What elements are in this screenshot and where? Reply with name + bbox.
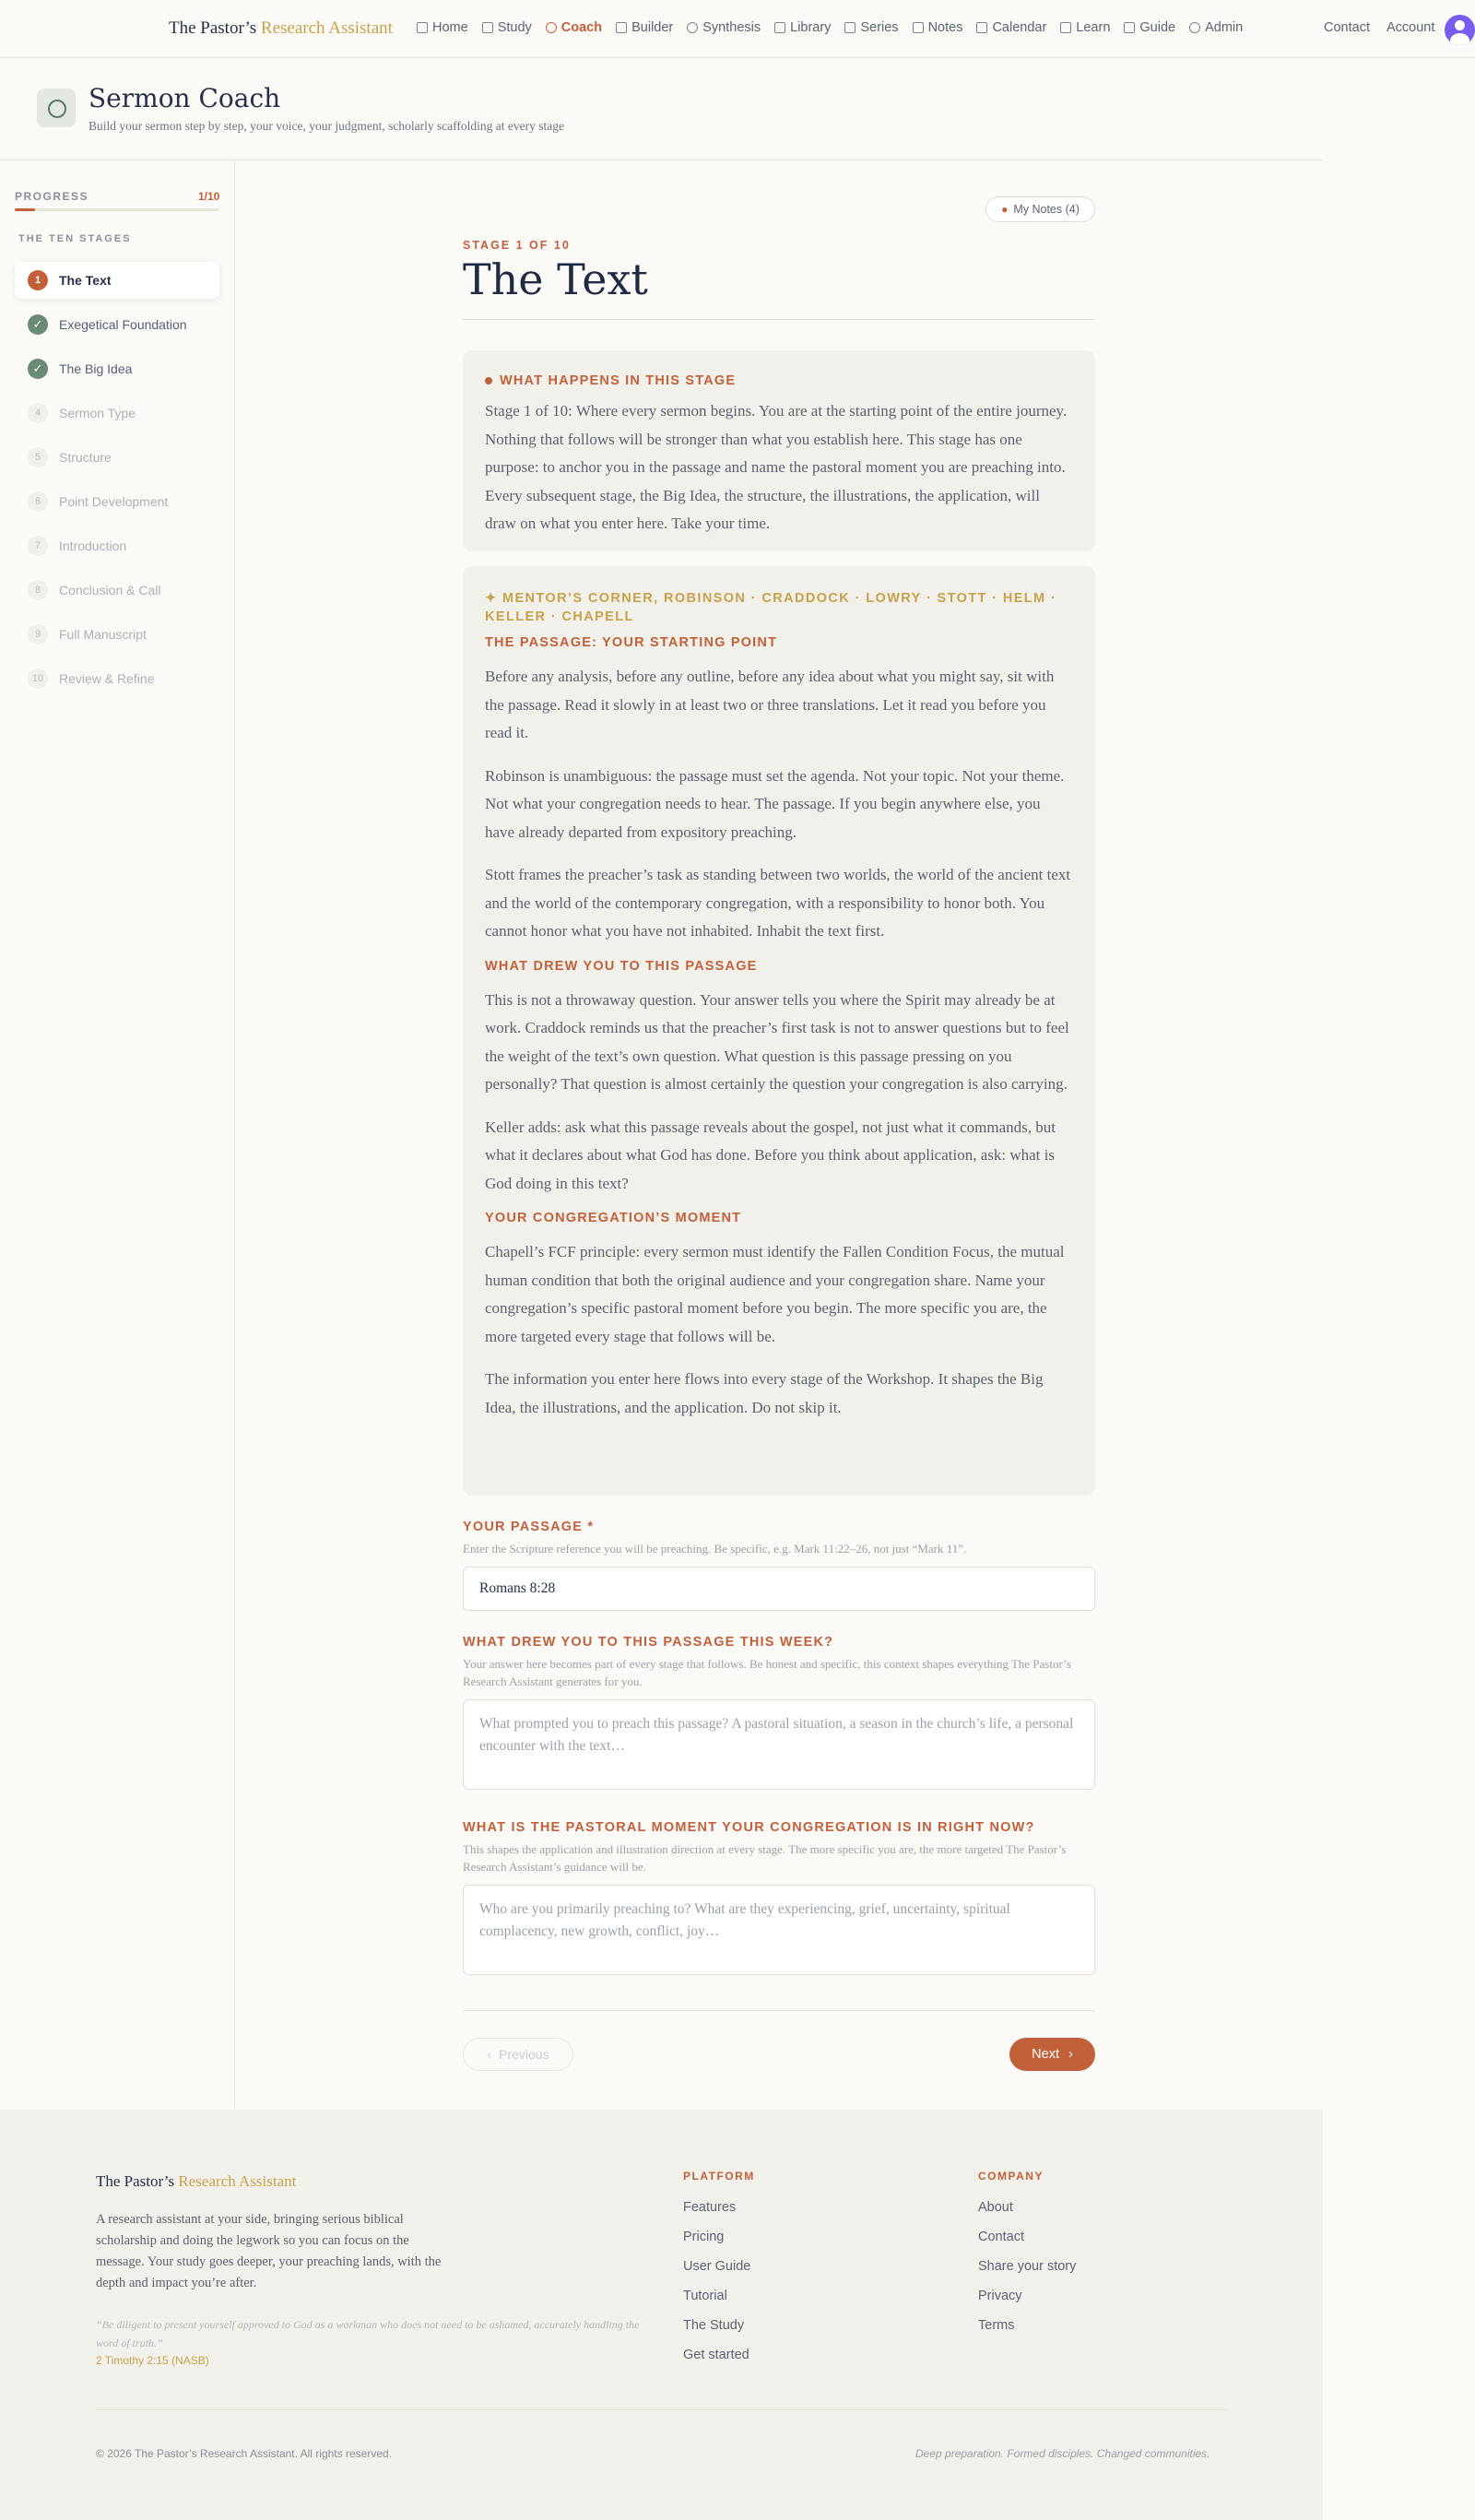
- pin-icon: ●: [1001, 203, 1009, 216]
- library-icon: [774, 22, 785, 33]
- stage-label: Structure: [59, 450, 112, 465]
- nav-calendar[interactable]: Calendar: [976, 20, 1046, 35]
- nav-coach[interactable]: Coach: [546, 20, 602, 35]
- link-icon: [844, 22, 856, 33]
- stage-item-full-manuscript[interactable]: [15, 616, 219, 653]
- nav-notes[interactable]: Notes: [913, 20, 963, 35]
- section-heading: THE PASSAGE: YOUR STARTING POINT: [485, 635, 778, 650]
- nav-library[interactable]: Library: [774, 20, 831, 35]
- footer-description: A research assistant at your side, bringing serious biblical scholarship and doing the legwork so you can focus on the message. Your study goes deeper, your preaching lands, with the depth and impact you’re after.: [96, 2212, 442, 2290]
- card-body: Stage 1 of 10: Where every sermon begins. You are at the starting point of the entire journey. Nothing that follows will be stronger than what you establish here. This stage has one purpose: to anchor you in the passage and name the pastoral moment you are preaching into. Every subsequent stage, the Big Idea, the structure, the illustrations, the application, will draw on what you enter here. Take your time.: [485, 402, 1068, 532]
- mentor-paragraph: This is not a throwaway question. Your answer tells you where the Spirit may already be at work. Craddock reminds us that the preacher’s first task is not to answer questions but to feel the weight of the text’s own question. What question is this passage pressing on you personally? That question is almost certainly the question your congregation is also carrying.: [485, 990, 1069, 1093]
- stage-label: Introduction: [59, 538, 127, 553]
- check-icon: ✓: [28, 314, 48, 335]
- next-button[interactable]: Next ›: [1009, 2038, 1095, 2071]
- my-notes-button[interactable]: ● My Notes (4): [985, 196, 1095, 222]
- stage-label: Exegetical Foundation: [59, 317, 187, 332]
- footer-link-features[interactable]: Features: [683, 2200, 737, 2215]
- drew-help: Your answer here becomes part of every stage that follows. Be honest and specific, this context shapes everything The Pastor’s Research Assistant generates for you.: [463, 1657, 1071, 1688]
- drew-textarea[interactable]: What prompted you to preach this passage? A pastoral situation, a season in the church’s life, a personal encounter with the text…: [463, 1699, 1095, 1790]
- stage-label: The Text: [59, 273, 112, 288]
- stage-kicker: STAGE 1 OF 10: [463, 239, 571, 252]
- stage-label: Review & Refine: [59, 671, 155, 686]
- nav-home[interactable]: Home: [417, 20, 468, 35]
- stages-heading: THE TEN STAGES: [18, 233, 132, 244]
- platform-heading: PLATFORM: [683, 2170, 755, 2183]
- company-heading: COMPANY: [978, 2170, 1044, 2183]
- stage-title: The Text: [463, 254, 648, 304]
- stage-number: 6: [28, 491, 48, 512]
- footer-link-the-study[interactable]: The Study: [683, 2318, 745, 2333]
- bullet-icon: [485, 377, 492, 385]
- footer-link-terms[interactable]: Terms: [978, 2318, 1015, 2333]
- stage-item-introduction[interactable]: [15, 527, 219, 564]
- footer-quote: “Be diligent to present yourself approved to God as a workman who does not need to be ashamed, accurately handling the word of truth.”: [96, 2318, 640, 2349]
- stage-label: Point Development: [59, 494, 169, 509]
- mentor-paragraph: Keller adds: ask what this passage reveals about the gospel, not just what it commands, but what it declares about what God has done. Before you think about application, ask: what is God doing in this text?: [485, 1118, 1056, 1192]
- nav-synthesis[interactable]: Synthesis: [687, 20, 761, 35]
- footer-tagline: Deep preparation. Formed disciples. Changed communities.: [915, 2447, 1210, 2460]
- stage-label: The Big Idea: [59, 361, 133, 376]
- graduation-icon: [1060, 22, 1071, 33]
- stage-item-review-refine[interactable]: [15, 660, 219, 697]
- book-icon: [482, 22, 493, 33]
- stage-number: 7: [28, 536, 48, 556]
- previous-button[interactable]: ‹ Previous: [463, 2038, 573, 2071]
- passage-label: YOUR PASSAGE *: [463, 1520, 595, 1534]
- stage-label: Full Manuscript: [59, 627, 147, 642]
- account-links: [1324, 20, 1434, 35]
- mentor-heading: ✦ MENTOR’S CORNER, ROBINSON · CRADDOCK · LOWRY · STOTT · HELM · KELLER · CHAPELL: [485, 591, 1057, 624]
- stage-item-sermon-type[interactable]: [15, 395, 219, 432]
- check-icon: ✓: [28, 359, 48, 379]
- footer-link-pricing[interactable]: Pricing: [683, 2230, 725, 2244]
- moment-label: WHAT IS THE PASTORAL MOMENT YOUR CONGREGATION IS IN RIGHT NOW?: [463, 1820, 1035, 1835]
- drew-label: WHAT DREW YOU TO THIS PASSAGE THIS WEEK?: [463, 1635, 834, 1650]
- top-navigation: [0, 0, 1475, 58]
- stage-number: 9: [28, 624, 48, 645]
- page-title: Sermon Coach: [88, 83, 281, 113]
- nav-builder[interactable]: Builder: [616, 20, 673, 35]
- nav-admin[interactable]: Admin: [1189, 20, 1243, 35]
- progress-bar: [15, 208, 219, 211]
- stage-number: 1: [28, 270, 48, 290]
- mentor-paragraph: Robinson is unambiguous: the passage must set the agenda. Not your topic. Not your theme. Not what your congregation needs to hear. The passage. If you begin anywhere else, you have already departed from expository preaching.: [485, 766, 1065, 841]
- open-book-icon: [1124, 22, 1135, 33]
- user-avatar-icon[interactable]: [1445, 15, 1475, 45]
- stage-label: Conclusion & Call: [59, 583, 161, 597]
- footer-brand[interactable]: The Pastor’s Research Assistant: [96, 2172, 297, 2190]
- mentors-corner-card: [463, 566, 1095, 1496]
- progress-label: PROGRESS: [15, 190, 89, 203]
- contact-link[interactable]: Contact: [1324, 20, 1370, 35]
- stage-item-big-idea[interactable]: [15, 350, 219, 387]
- progress-fill: [15, 208, 35, 211]
- footer-link-contact[interactable]: Contact: [978, 2230, 1024, 2244]
- card-heading: WHAT HAPPENS IN THIS STAGE: [500, 373, 737, 388]
- mentor-paragraph: Chapell’s FCF principle: every sermon must identify the Fallen Condition Focus, the mutual human condition that both the original audience and your congregation share. Name your congregation’s specific pastoral moment before you begin. The more specific you are, the more targeted every stage that follows will be.: [485, 1243, 1065, 1345]
- passage-input[interactable]: Romans 8:28: [463, 1567, 1095, 1611]
- footer-link-about[interactable]: About: [978, 2200, 1013, 2215]
- stage-item-conclusion[interactable]: [15, 572, 219, 609]
- footer-link-get-started[interactable]: Get started: [683, 2348, 749, 2362]
- nav-guide[interactable]: Guide: [1124, 20, 1175, 35]
- nav-learn[interactable]: Learn: [1060, 20, 1110, 35]
- mentor-paragraph: The information you enter here flows into every stage of the Workshop. It shapes the Big Idea, the illustrations, and the application. Do not skip it.: [485, 1370, 1044, 1416]
- section-heading: YOUR CONGREGATION’S MOMENT: [485, 1211, 742, 1225]
- divider: [96, 2409, 1227, 2410]
- stage-number: 8: [28, 580, 48, 600]
- chevron-right-icon: ›: [1068, 2047, 1073, 2062]
- section-heading: WHAT DREW YOU TO THIS PASSAGE: [485, 958, 758, 974]
- stage-number: 4: [28, 403, 48, 423]
- copyright: © 2026 The Pastor’s Research Assistant. All rights reserved.: [96, 2447, 392, 2460]
- file-icon: [913, 22, 924, 33]
- passage-help: Enter the Scripture reference you will be preaching. Be specific, e.g. Mark 11:22–26, not just “Mark 11”.: [463, 1542, 967, 1556]
- stage-label: Sermon Type: [59, 406, 136, 420]
- chevron-left-icon: ‹: [487, 2047, 492, 2062]
- compass-icon: [546, 22, 557, 33]
- stage-number: 5: [28, 447, 48, 467]
- pencil-icon: [616, 22, 627, 33]
- progress-value: 1/10: [198, 190, 220, 203]
- nav-study[interactable]: Study: [482, 20, 532, 35]
- mentor-paragraph: Before any analysis, before any outline, before any idea about what you might say, sit with the passage. Read it slowly in at least two or three translations. Let it read you before you read it.: [485, 668, 1055, 741]
- page-subtitle: Build your sermon step by step, your voice, your judgment, scholarly scaffolding at every stage: [88, 119, 565, 133]
- brand-logo[interactable]: The Pastor’s Research Assistant: [169, 18, 393, 38]
- divider: [463, 319, 1095, 320]
- calendar-icon: [976, 22, 987, 33]
- stage-number: 10: [28, 668, 48, 689]
- footer-link-privacy[interactable]: Privacy: [978, 2289, 1022, 2303]
- what-happens-card: [463, 350, 1095, 551]
- shield-icon: [1189, 22, 1200, 33]
- mentor-paragraph: Stott frames the preacher’s task as standing between two worlds, the world of the ancient text and the world of the contemporary congregation, with a responsibility to honor both. You cannot honor what you have not inhabited. Inhabit the text first.: [485, 866, 1071, 940]
- stage-item-the-text[interactable]: [15, 262, 219, 299]
- nav-links: [417, 20, 1257, 35]
- stage-item-point-development[interactable]: [15, 483, 219, 520]
- stage-item-structure[interactable]: [15, 439, 219, 476]
- home-icon: [417, 22, 428, 33]
- compass-icon: [37, 89, 76, 127]
- nav-series[interactable]: Series: [844, 20, 898, 35]
- branch-icon: [687, 22, 698, 33]
- footer-link-user-guide[interactable]: User Guide: [683, 2259, 751, 2274]
- moment-textarea[interactable]: Who are you primarily preaching to? What are they experiencing, grief, uncertainty, spiritual complacency, new growth, conflict, joy…: [463, 1885, 1095, 1975]
- footer-link-share-story[interactable]: Share your story: [978, 2259, 1077, 2274]
- stage-item-exegetical-foundation[interactable]: [15, 306, 219, 343]
- account-link[interactable]: Account: [1386, 20, 1435, 35]
- divider: [463, 2010, 1095, 2011]
- footer-link-tutorial[interactable]: Tutorial: [683, 2289, 727, 2303]
- footer-citation: 2 Timothy 2:15 (NASB): [96, 2354, 209, 2367]
- moment-help: This shapes the application and illustration direction at every stage. The more specific you are, the more targeted The Pastor’s Research Assistant’s guidance will be.: [463, 1842, 1067, 1874]
